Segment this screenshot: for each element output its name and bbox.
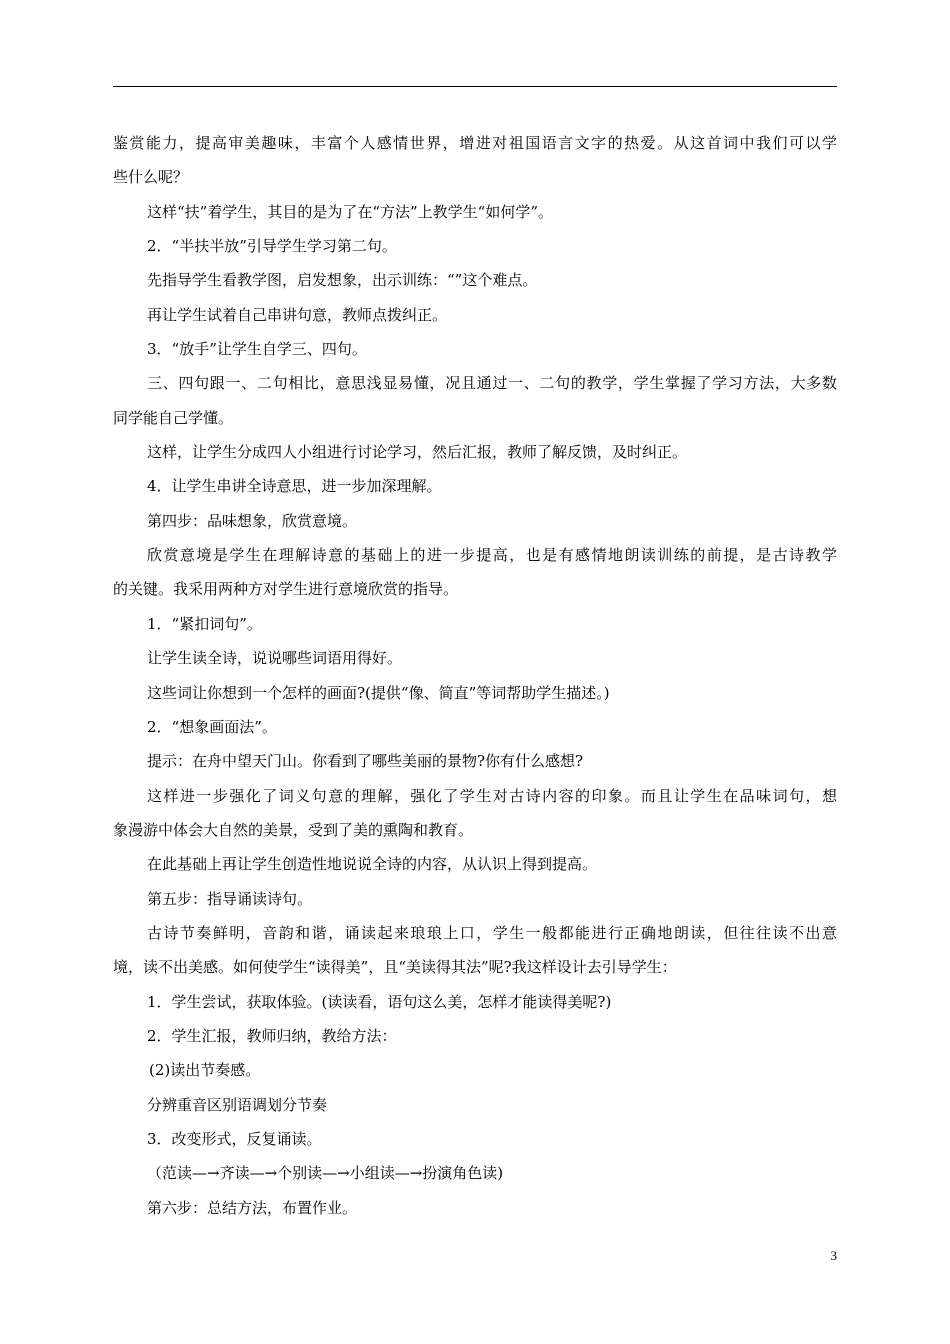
section-heading: 第四步：品味想象，欣赏意境。 [147,511,358,530]
text-line: 古诗节奏鲜明，音韵和谐，诵读起来琅琅上口，学生一般都能进行正确地朗读，但往往读不出意 [147,923,837,942]
text-line: 先指导学生看教学图，启发想象，出示训练：“”这个难点。 [147,271,538,290]
text-line: 1．“紧扣词句”。 [147,614,262,633]
text-line: 欣赏意境是学生在理解诗意的基础上的进一步提高，也是有感情地朗读训练的前提，是古诗教学 [147,546,837,565]
text-line: 在此基础上再让学生创造性地说说全诗的内容，从认识上得到提高。 [147,855,598,874]
text-line: 这样“扶”着学生，其目的是为了在“方法”上教学生“如何学”。 [147,202,554,221]
section-heading: 第六步：总结方法，布置作业。 [147,1198,358,1217]
header-rule [113,86,837,87]
text-line: 这样进一步强化了词义句意的理解，强化了学生对古诗内容的印象。而且让学生在品味词句，想 [147,786,837,805]
text-line: 象漫游中体会大自然的美景，受到了美的熏陶和教育。 [113,820,474,839]
text-line: 再让学生试着自己串讲句意，教师点拨纠正。 [147,305,448,324]
text-line: 分辨重音区别语调划分节奏 [147,1095,328,1114]
text-line: 鉴赏能力，提高审美趣味，丰富个人感情世界，增进对祖国语言文字的热爱。从这首词中我们可以学 [113,134,837,152]
text-line: 些什么呢？ [113,168,189,187]
text-line: 这样，让学生分成四人小组进行讨论学习，然后汇报，教师了解反馈，及时纠正。 [147,443,688,462]
text-line: 三、四句跟一、二句相比，意思浅显易懂，况且通过一、二句的教学，学生掌握了学习方法，大多数 [147,374,837,393]
text-line: 境，读不出美感。如何使学生“读得美”，且“美读得其法”呢?我这样设计去引导学生： [113,958,677,977]
page-number: 3 [830,1248,837,1263]
text-line: 3．“放手”让学生自学三、四句。 [147,340,367,359]
text-line: (2)读出节奏感。 [149,1061,261,1080]
text-line: 2．学生汇报，教师归纳，教给方法： [147,1026,397,1045]
text-line: （范读—→齐读—→个别读—→小组读—→扮演角色读) [147,1164,504,1183]
text-line: 同学能自己学懂。 [113,408,234,427]
text-line: 3．改变形式，反复诵读。 [147,1129,322,1148]
text-line: 这些词让你想到一个怎样的画面?(提供“像、简直”等词帮助学生描述。) [147,683,610,702]
document-body [113,126,837,1225]
section-heading: 第五步：指导诵读诗句。 [147,889,313,908]
text-line: 2．“想象画面法”。 [147,717,277,736]
text-line: 的关键。我采用两种方对学生进行意境欣赏的指导。 [113,580,459,599]
text-line: 提示：在舟中望天门山。你看到了哪些美丽的景物?你有什么感想? [147,752,584,771]
text-line: 2．“半扶半放”引导学生学习第二句。 [147,237,397,256]
text-line: 1．学生尝试，获取体验。(读读看，语句这么美，怎样才能读得美呢?) [147,992,612,1011]
text-line: 让学生读全诗，说说哪些词语用得好。 [147,649,403,668]
text-line: 4．让学生串讲全诗意思，进一步加深理解。 [147,477,442,496]
